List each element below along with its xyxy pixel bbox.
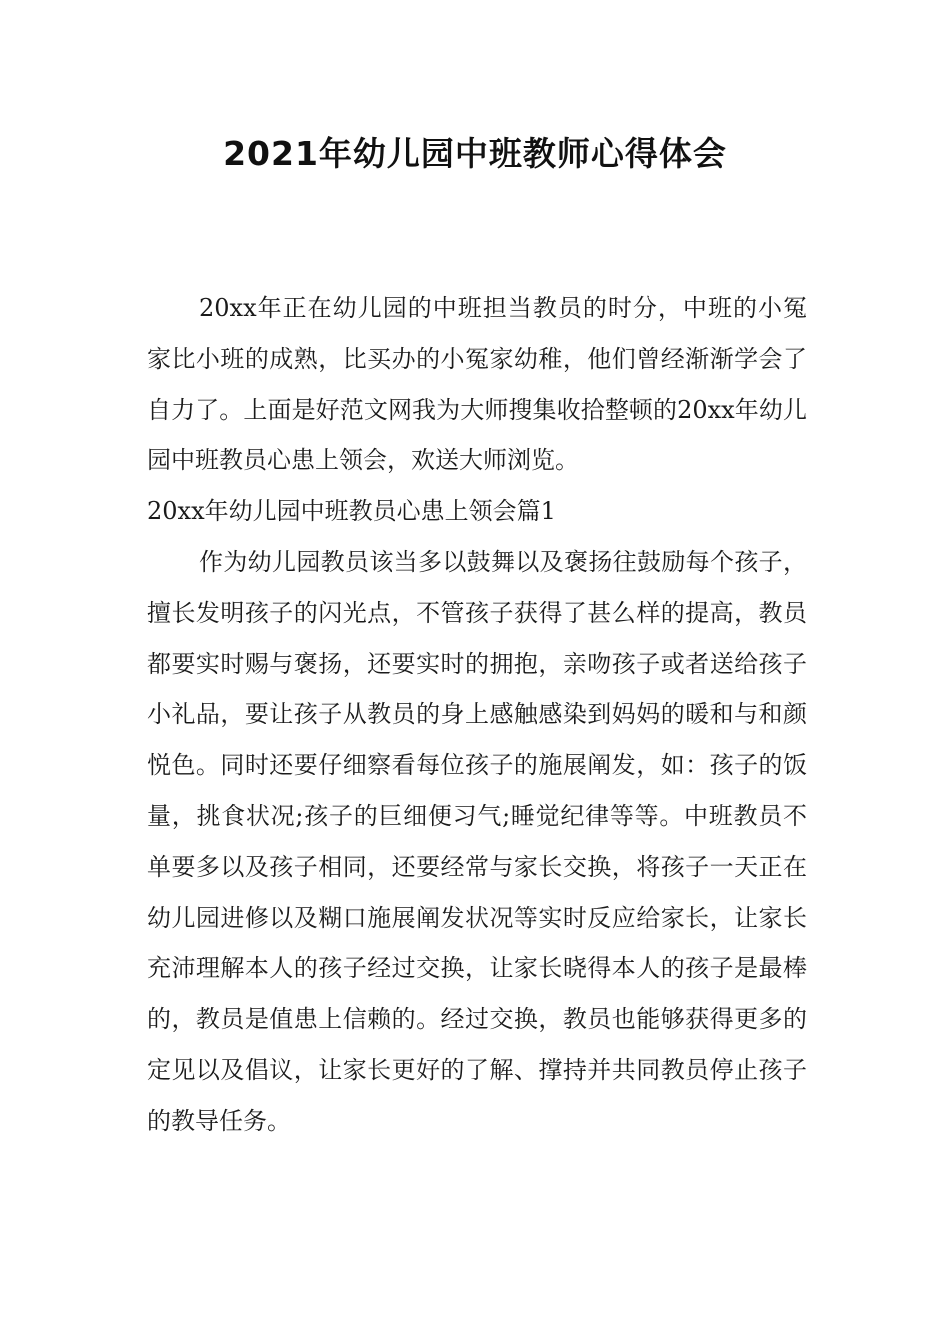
section-paragraph: 作为幼儿园教员该当多以鼓舞以及褒扬往鼓励每个孩子，擅长发明孩子的闪光点，不管孩子获得了甚么样的提高，教员都要实时赐与褒扬，还要实时的拥抱，亲吻孩子或者送给孩子小礼品，要让孩子从教员的身上感触感染到妈妈的暖和与和颜悦色。同时还要仔细察看每位孩子的施展阐发，如：孩子的饭量，挑食状况;孩子的巨细便习气;睡觉纪律等等。中班教员不单要多以及孩子相同，还要经常与家长交换，将孩子一天正在幼儿园进修以及糊口施展阐发状况等实时反应给家长，让家长充沛理解本人的孩子经过交换，让家长晓得本人的孩子是最棒的，教员是值患上信赖的。经过交换，教员也能够获得更多的定见以及倡议，让家长更好的了解、撑持并共同教员停止孩子的教导任务。	[147, 548, 807, 1135]
section-heading: 20xx年幼儿园中班教员心患上领会篇1	[147, 497, 556, 525]
intro-paragraph: 20xx年正在幼儿园的中班担当教员的时分，中班的小冤家比小班的成熟，比买办的小冤家幼稚，他们曾经渐渐学会了自力了。上面是好范文网我为大师搜集收拾整顿的20xx年幼儿园中班教员心患上领会，欢送大师浏览。	[147, 294, 807, 475]
document-title: 2021年幼儿园中班教师心得体会	[223, 134, 727, 173]
